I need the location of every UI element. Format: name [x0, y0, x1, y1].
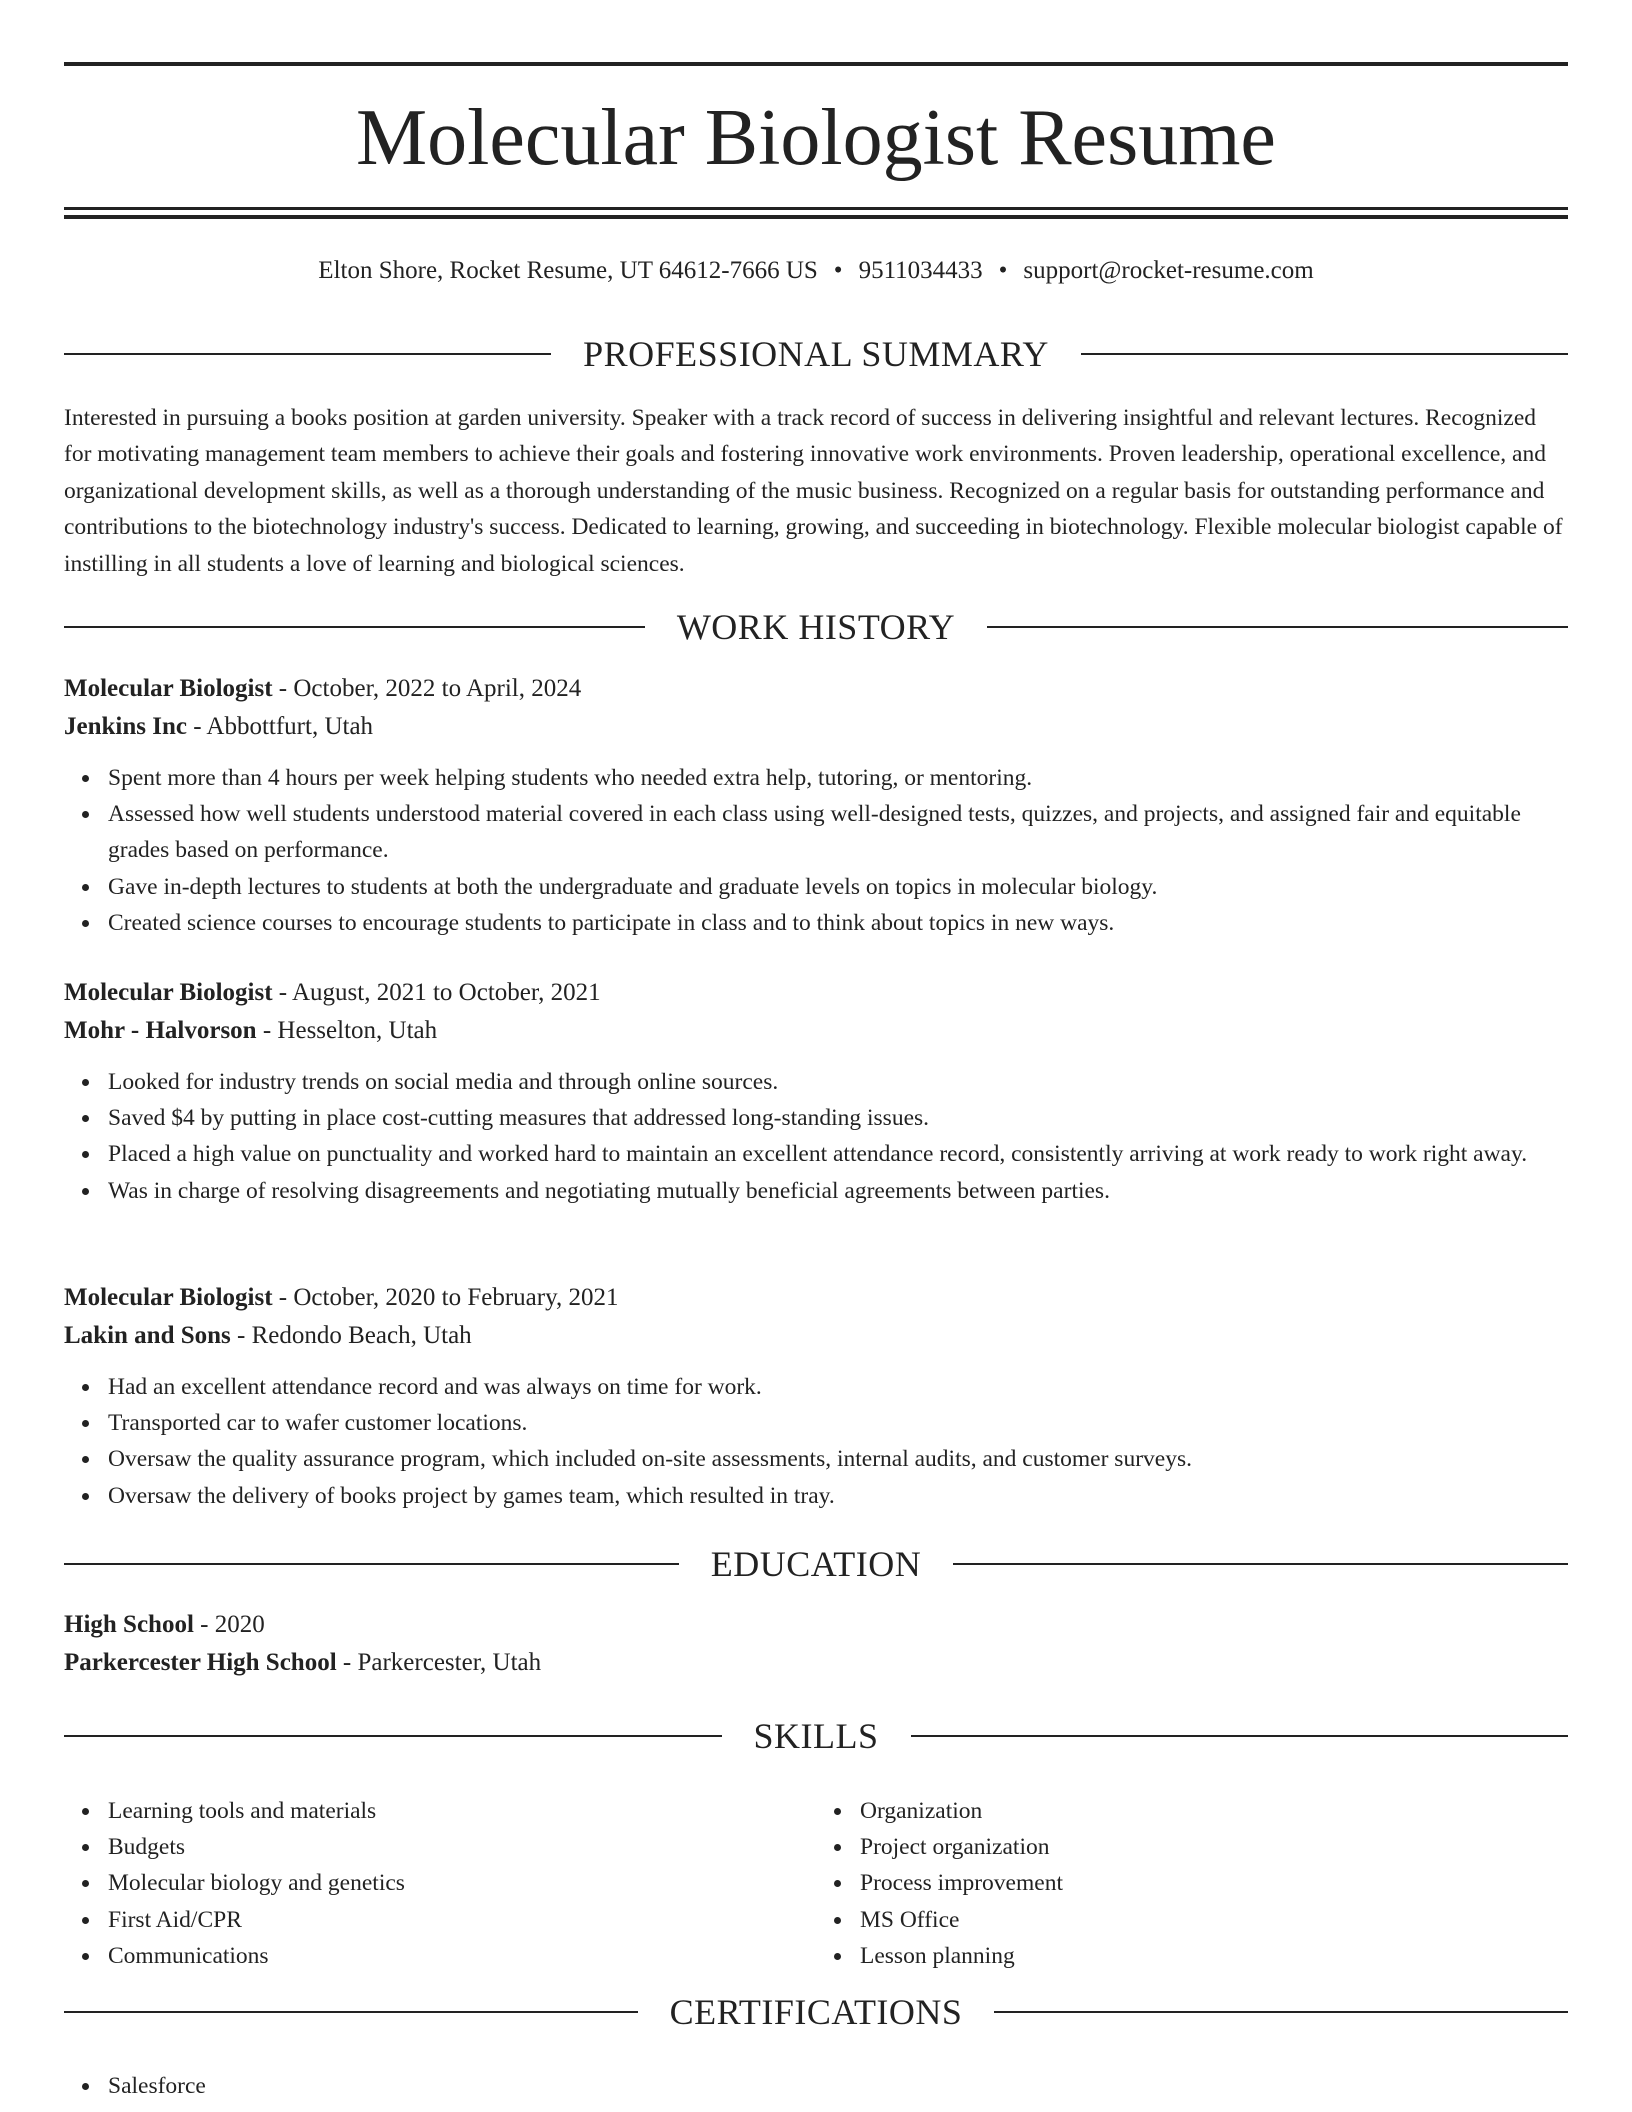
- list-item: Oversaw the quality assurance program, which included on-site assessments, internal audits, and customer surveys.: [108, 1441, 1568, 1477]
- job-company: Mohr - Halvorson: [64, 1017, 257, 1044]
- heading-rule-right: [994, 2011, 1568, 2013]
- skill-item: Learning tools and materials: [108, 1793, 816, 1829]
- list-item: Saved $4 by putting in place cost-cutting measures that addressed long-standing issues.: [108, 1100, 1568, 1136]
- work-entry: [64, 1279, 1568, 1514]
- contact-separator: •: [998, 257, 1008, 284]
- contact-line: [64, 254, 1568, 288]
- heading-rule-left: [64, 1563, 679, 1565]
- heading-rule-left: [64, 626, 645, 628]
- list-item: Placed a high value on punctuality and worked hard to maintain an excellent attendance record, consistently arriving at work ready to work right away.: [108, 1136, 1568, 1172]
- skills-column-left: [64, 1793, 816, 1974]
- list-item: Assessed how well students understood material covered in each class using well-designed tests, quizzes, and projects, and assigned fair and equitable grades based on performance.: [108, 796, 1568, 868]
- skill-item: Communications: [108, 1938, 816, 1974]
- section-title: CERTIFICATIONS: [669, 1992, 963, 2032]
- job-title-line: [64, 1279, 1568, 1317]
- section-title: PROFESSIONAL SUMMARY: [583, 334, 1049, 374]
- education-degree: High School: [64, 1611, 194, 1638]
- job-location: - Redondo Beach, Utah: [230, 1322, 472, 1349]
- list-item: Was in charge of resolving disagreements and negotiating mutually beneficial agreements between parties.: [108, 1173, 1568, 1209]
- contact-address: Elton Shore, Rocket Resume, UT 64612-7666 US: [318, 257, 818, 284]
- list-item: Gave in-depth lectures to students at both the undergraduate and graduate levels on topics in molecular biology.: [108, 869, 1568, 905]
- job-title-line: [64, 974, 1568, 1012]
- certifications-list: [64, 2068, 1568, 2104]
- job-company-line: [64, 708, 1568, 746]
- list-item: Oversaw the delivery of books project by games team, which resulted in tray.: [108, 1478, 1568, 1514]
- title-rule-upper: [64, 207, 1568, 210]
- education-school-line: [64, 1644, 1568, 1682]
- skill-item: Process improvement: [860, 1865, 1568, 1901]
- skill-item: MS Office: [860, 1902, 1568, 1938]
- title-rule-lower: [64, 215, 1568, 219]
- heading-rule-left: [64, 2011, 638, 2013]
- skills-list: [64, 1793, 1568, 1974]
- work-section-heading: [64, 605, 1568, 649]
- job-title: Molecular Biologist: [64, 979, 273, 1006]
- job-title-line: [64, 670, 1568, 708]
- contact-separator: •: [833, 257, 843, 284]
- list-item: Looked for industry trends on social media and through online sources.: [108, 1064, 1568, 1100]
- job-dates: - August, 2021 to October, 2021: [272, 979, 601, 1006]
- heading-rule-left: [64, 353, 551, 355]
- top-rule: [64, 62, 1568, 66]
- contact-phone: 9511034433: [858, 257, 983, 284]
- section-title: SKILLS: [753, 1716, 879, 1756]
- heading-rule-right: [953, 1563, 1568, 1565]
- education-year: - 2020: [193, 1611, 265, 1638]
- skill-item: Budgets: [108, 1829, 816, 1865]
- work-entry: [64, 974, 1568, 1209]
- job-location: - Hesselton, Utah: [256, 1017, 438, 1044]
- summary-text: Interested in pursuing a books position at garden university. Speaker with a track record of success in delivering insightful and relevant lectures. Recognized for motivating management team members to achieve their goals and fostering innovative work environments. Proven leadership, operational excellence, and organizational development skills, as well as a thorough understanding of the music business. Recognized on a regular basis for outstanding performance and contributions to the biotechnology industry's success. Dedicated to learning, growing, and succeeding in biotechnology. Flexible molecular biologist capable of instilling in all students a love of learning and biological sciences.: [64, 405, 1563, 577]
- job-title: Molecular Biologist: [64, 1284, 273, 1311]
- list-item: Created science courses to encourage students to participate in class and to think about topics in new ways.: [108, 905, 1568, 941]
- job-bullets: [64, 1369, 1568, 1514]
- education-location: - Parkercester, Utah: [336, 1649, 542, 1676]
- heading-rule-left: [64, 1735, 722, 1737]
- certification-item: Salesforce: [108, 2068, 1568, 2104]
- skills-column-right: [816, 1793, 1568, 1974]
- certifications-section-heading: [64, 1990, 1568, 2034]
- job-dates: - October, 2022 to April, 2024: [272, 675, 582, 702]
- certifications-bullets: [64, 2068, 1568, 2104]
- heading-rule-right: [987, 626, 1568, 628]
- job-company-line: [64, 1012, 1568, 1050]
- work-entry: [64, 670, 1568, 941]
- skill-item: Organization: [860, 1793, 1568, 1829]
- list-item: Spent more than 4 hours per week helping students who needed extra help, tutoring, or mentoring.: [108, 760, 1568, 796]
- contact-email: support@rocket-resume.com: [1023, 257, 1314, 284]
- section-title: EDUCATION: [710, 1544, 922, 1584]
- heading-rule-right: [911, 1735, 1569, 1737]
- list-item: Transported car to wafer customer locations.: [108, 1405, 1568, 1441]
- job-company: Lakin and Sons: [64, 1322, 231, 1349]
- list-item: Had an excellent attendance record and was always on time for work.: [108, 1369, 1568, 1405]
- skill-item: Project organization: [860, 1829, 1568, 1865]
- skill-item: Lesson planning: [860, 1938, 1568, 1974]
- job-bullets: [64, 1064, 1568, 1209]
- education-section-heading: [64, 1542, 1568, 1586]
- job-company-line: [64, 1317, 1568, 1355]
- education-degree-line: [64, 1606, 1568, 1644]
- skill-item: First Aid/CPR: [108, 1902, 816, 1938]
- job-dates: - October, 2020 to February, 2021: [272, 1284, 619, 1311]
- job-company: Jenkins Inc: [64, 713, 187, 740]
- job-title: Molecular Biologist: [64, 675, 273, 702]
- summary-section-heading: [64, 332, 1568, 376]
- education-entry: [64, 1606, 1568, 1682]
- education-school: Parkercester High School: [64, 1649, 337, 1676]
- job-bullets: [64, 760, 1568, 941]
- job-location: - Abbottfurt, Utah: [186, 713, 374, 740]
- section-title: WORK HISTORY: [676, 607, 956, 647]
- skill-item: Molecular biology and genetics: [108, 1865, 816, 1901]
- skills-section-heading: [64, 1714, 1568, 1758]
- heading-rule-right: [1081, 353, 1568, 355]
- page-title: Molecular Biologist Resume: [356, 94, 1276, 182]
